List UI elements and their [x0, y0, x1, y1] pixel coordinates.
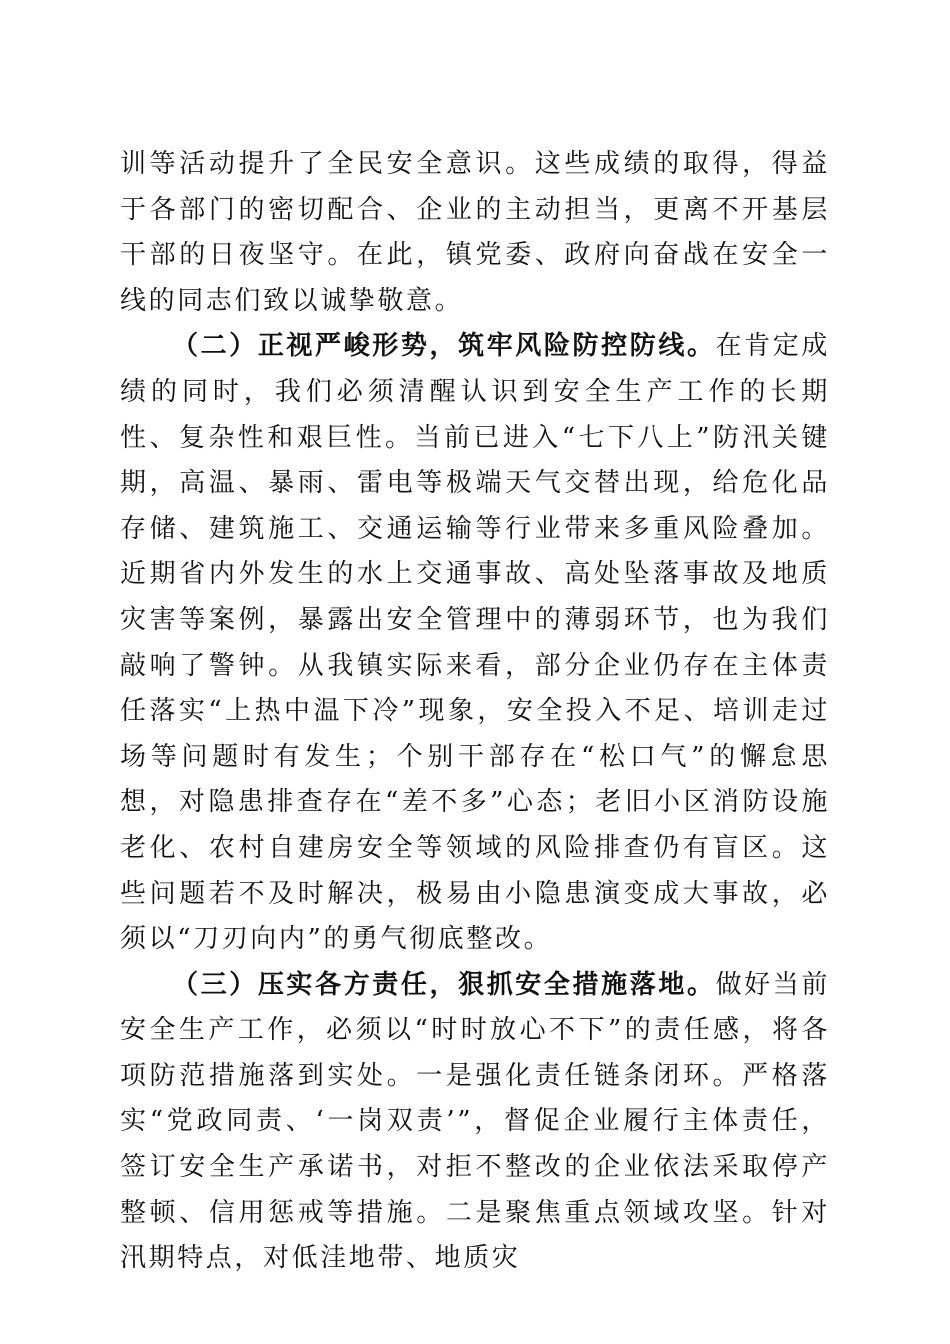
document-body — [120, 142, 830, 1282]
paragraph-2-text: 在肯定成绩的同时，我们必须清醒认识到安全生产工作的长期性、复杂性和艰巨性。当前已进入“七下八上”防汛关键期，高温、暴雨、雷电等极端天气交替出现，给危化品存储、建筑施工、交通运输等行业带来多重风险叠加。近期省内外发生的水上交通事故、高处坠落事故及地质灾害等案例，暴露出安全管理中的薄弱环节，也为我们敲响了警钟。从我镇实际来看，部分企业仍存在主体责任落实“上热中温下冷”现象，安全投入不足、培训走过场等问题时有发生；个别干部存在“松口气”的懈怠思想，对隐患排查存在“差不多”心态；老旧小区消防设施老化、农村自建房安全等领域的风险排查仍有盲区。这些问题若不及时解决，极易由小隐患演变成大事故，必须以“刀刃向内”的勇气彻底整改。 — [120, 331, 830, 955]
section-heading-2: （二）正视严峻形势，筑牢风险防控防线。 — [172, 331, 716, 362]
paragraph-3 — [120, 963, 830, 1282]
paragraph-1 — [120, 142, 830, 324]
paragraph-1-text: 训等活动提升了全民安全意识。这些成绩的取得，得益于各部门的密切配合、企业的主动担当，更离不开基层干部的日夜坚守。在此，镇党委、政府向奋战在安全一线的同志们致以诚挚敬意。 — [120, 149, 830, 316]
section-heading-3: （三）压实各方责任，狠抓安全措施落地。 — [172, 969, 716, 1000]
paragraph-2 — [120, 324, 830, 962]
paragraph-3-text: 做好当前安全生产工作，必须以“时时放心不下”的责任感，将各项防范措施落到实处。一是强化责任链条闭环。严格落实“党政同责、‘一岗双责’”，督促企业履行主体责任，签订安全生产承诺书，对拒不整改的企业依法采取停产整顿、信用惩戒等措施。二是聚焦重点领域攻坚。针对汛期特点，对低洼地带、地质灾 — [120, 969, 830, 1274]
